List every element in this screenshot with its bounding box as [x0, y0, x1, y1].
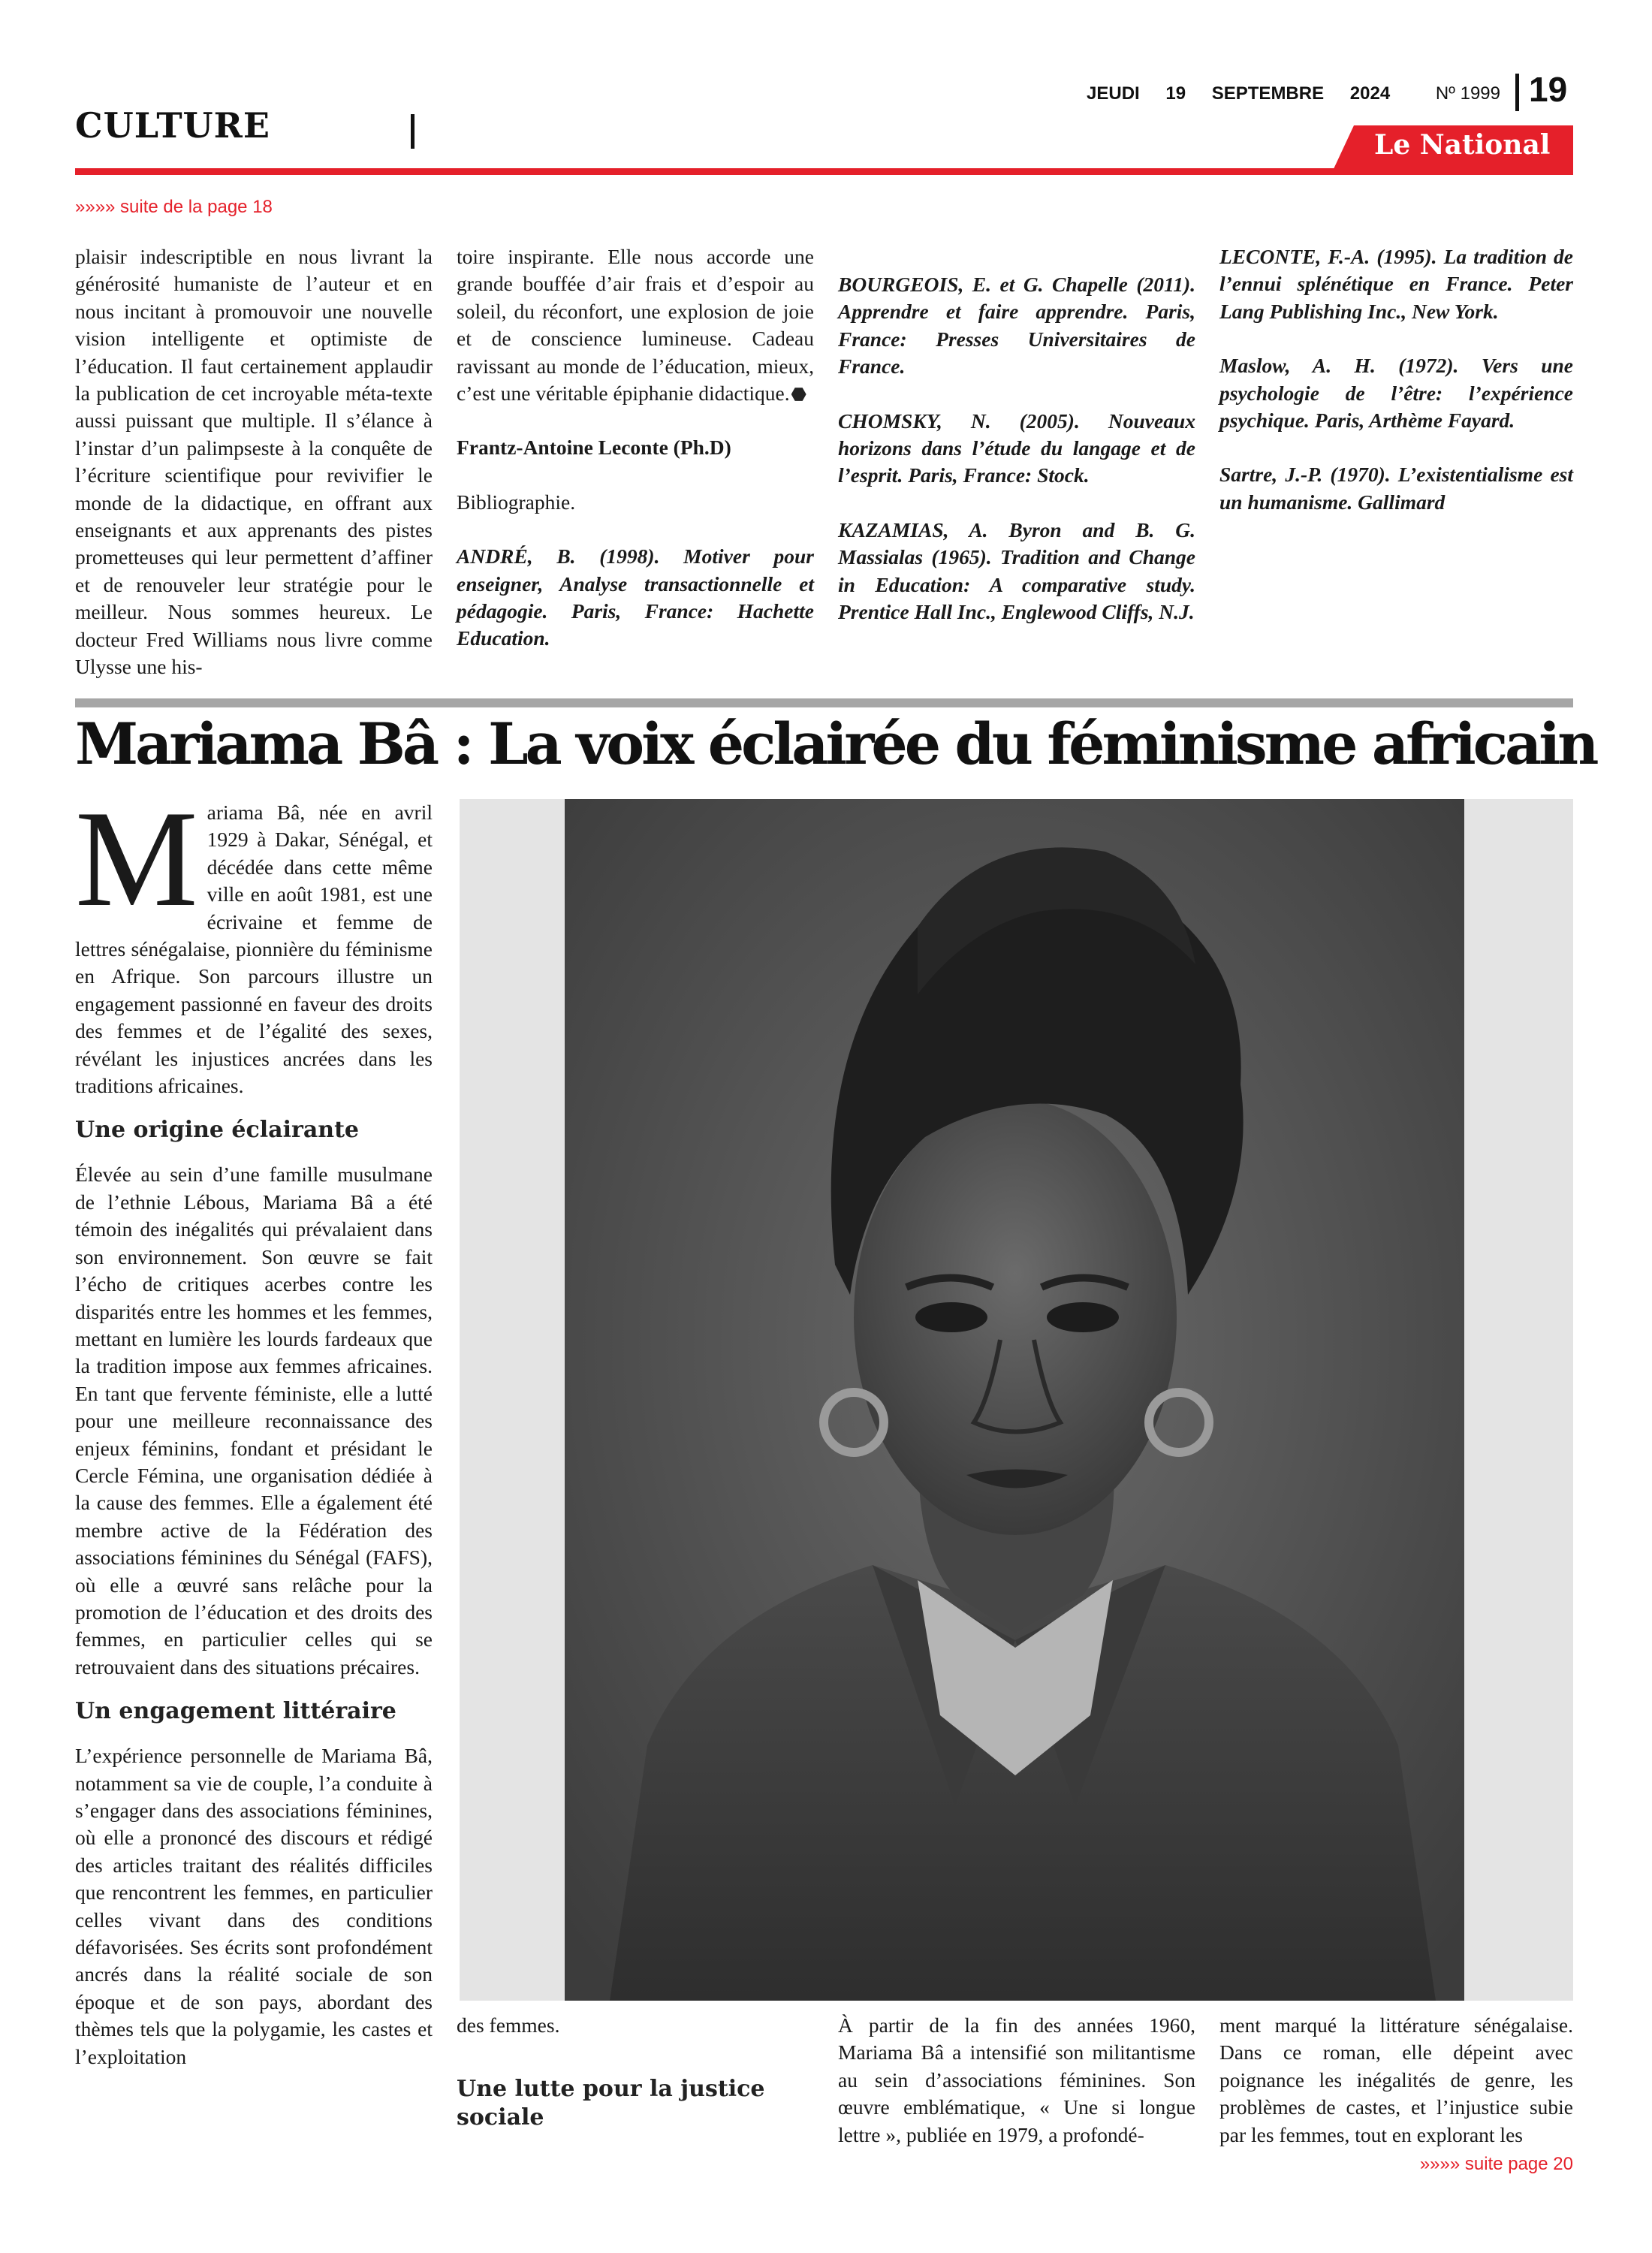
article-headline: Mariama Bâ : La voix éclairée du féminisme africain — [75, 710, 1596, 777]
article-column-1 — [75, 782, 433, 2071]
body-text: plaisir indescriptible en nous livrant la générosité humaniste de l’auteur et en nous incitant à promouvoir une nouvelle vision intelligente et optimiste de l’éducation. Il faut certainement applaudir la publication de cet incroyable méta-texte aussi puissant que multiple. Il s’élance à l’instar d’un palimpseste à la conquête de l’écriture scientifique pour revivifier le monde de la didactique, en offrant aux enseignants et aux apprenants des pistes prometteuses qui leur permettent d’affiner et de renouveler leur stratégie pour le meilleur. Nous sommes heureux. Le docteur Fred Williams nous livre comme Ulysse une his- — [75, 245, 433, 679]
bibliography-label: Bibliographie. — [457, 490, 576, 514]
section-divider — [411, 114, 415, 149]
brand-name: Le National — [1374, 129, 1551, 161]
date-year: 2024 — [1349, 83, 1391, 104]
subheading: Une origine éclairante — [75, 1117, 360, 1144]
bibliography-entry: LECONTE, F.-A. (1995). La tradition de l’ennui splénétique en France. Peter Lang Publishing Inc., New York. — [1219, 245, 1573, 323]
author-signature: Frantz-Antoine Leconte (Ph.D) — [457, 436, 731, 460]
page-number: 19 — [1529, 70, 1568, 109]
article-column-2 — [457, 2012, 814, 2149]
upper-column-3 — [838, 271, 1195, 626]
section-rule — [75, 698, 1573, 707]
upper-column-1 — [75, 243, 433, 681]
subheading: Un engagement littéraire — [75, 1698, 396, 1725]
date-weekday: JEUDI — [1087, 83, 1140, 104]
article-paragraph: ment marqué la littérature sénégalaise. Dans ce roman, elle dépeint avec poignance les inégalités de genre, les problèmes de castes, et l’injustice subie par les femmes, tout en explorant les — [1219, 2013, 1573, 2146]
end-of-article-icon — [791, 387, 806, 402]
subheading: Une lutte pour la justice sociale — [457, 2076, 765, 2131]
bibliography-entry: BOURGEOIS, E. et G. Chapelle (2011). Apprendre et faire apprendre. Paris, France: Presses Universitaires de France. — [838, 273, 1195, 379]
continued-to: »»»» suite page 20 — [1419, 2154, 1573, 2174]
article-paragraph: L’expérience personnelle de Mariama Bâ, notamment sa vie de couple, l’a conduite à s’engager dans des associations féminines, où elle a prononcé des discours et rédigé des articles traitant des réalités difficiles que rencontrent les femmes, en particulier celles vivant dans des conditions défavorisées. Ses écrits sont profondément ancrés dans la réalité sociale de son époque et de son pays, abordant des thèmes tels que la polygamie, les castes et l’exploitation — [75, 1744, 433, 2068]
body-text — [457, 243, 814, 407]
bibliography-entry: ANDRÉ, B. (1998). Motiver pour enseigner, Analyse transactionnelle et pédagogie. Paris, France: Hachette Education. — [457, 544, 814, 650]
page-number-divider — [1515, 74, 1519, 111]
article-column-4 — [1219, 2012, 1573, 2149]
header-rule — [75, 168, 1573, 175]
date-day: 19 — [1165, 83, 1186, 104]
article-paragraph: des femmes. — [457, 2013, 560, 2037]
drop-cap: M — [75, 782, 198, 935]
upper-column-4 — [1219, 243, 1573, 516]
date-month: SEPTEMBRE — [1211, 83, 1325, 104]
closing-text: toire inspirante. Elle nous accorde une grande bouffée d’air frais et d’espoir au soleil, du réconfort, une explosion de joie et de conscience lumineuse. Cadeau ravissant au monde de l’éducation, mieux, c’est une véritable épiphanie didactique. — [457, 245, 814, 406]
article-intro: ariama Bâ, née en avril 1929 à Dakar, Sénégal, et décédée dans cette même ville en août 1981, est une écrivaine et femme de lettres sénégalaise, pionnière du féminisme en Afrique. Son parcours illustre un engagement passionné en faveur des droits des femmes et de l’égalité des sexes, révélant les injustices ancrées dans les traditions africaines. — [75, 801, 433, 1098]
section-label: CULTURE — [75, 105, 270, 146]
portrait-photo — [565, 799, 1464, 2001]
bibliography-entry: Maslow, A. H. (1972). Vers une psychologie de l’être: l’expérience psychique. Paris, Arthème Fayard. — [1219, 354, 1573, 433]
bibliography-entry: Sartre, J.-P. (1970). L’existentialisme est un humanisme. Gallimard — [1219, 463, 1573, 514]
issue-number: Nº 1999 — [1435, 83, 1500, 104]
dateline — [1066, 83, 1500, 104]
article-column-3 — [838, 2012, 1195, 2149]
bibliography-entry: CHOMSKY, N. (2005). Nouveaux horizons dans l’étude du langage et de l’esprit. Paris, France: Stock. — [838, 409, 1195, 487]
article-paragraph: À partir de la fin des années 1960, Mariama Bâ a intensifié son militantisme au sein d’associations féminines. Son œuvre emblématique, « Une si longue lettre », publiée en 1979, a profondé- — [838, 2013, 1195, 2146]
continued-from: »»»» suite de la page 18 — [75, 197, 273, 217]
bibliography-entry: KAZAMIAS, A. Byron and B. G. Massialas (1965). Tradition and Change in Education: A comparative study. Prentice Hall Inc., Englewood Cliffs, N.J. — [838, 517, 1195, 624]
portrait-illustration — [565, 799, 1464, 2001]
upper-column-2 — [457, 243, 814, 653]
article-paragraph: Élevée au sein d’une famille musulmane de l’ethnie Lébous, Mariama Bâ a été témoin des inégalités qui prévalaient dans son environnement. Son œuvre se fait l’écho de critiques acerbes contre les disparités entre les hommes et les femmes, mettant en lumière les lourds fardeaux que la tradition impose aux femmes africaines. En tant que fervente féministe, elle a lutté pour une meilleure reconnaissance des enjeux féminins, fondant et présidant le Cercle Fémina, une organisation dédiée à la cause des femmes. Elle a également été membre active de la Fédération des associations féminines du Sénégal (FAFS), où elle a œuvré sans relâche pour la promotion de l’éducation et des droits des femmes, en particulier celles qui se retrouvaient dans des situations précaires. — [75, 1163, 433, 1678]
